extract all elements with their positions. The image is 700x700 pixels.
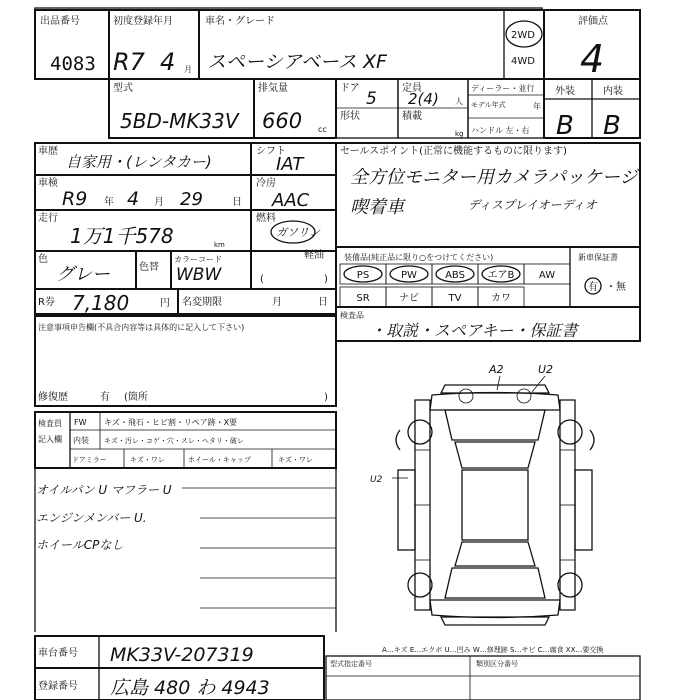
- fuel-value: ガソリン: [276, 226, 320, 239]
- equipment-item: カワ: [491, 293, 511, 304]
- recycle-unit: 円: [160, 298, 170, 309]
- svg-text:(: (: [260, 274, 264, 285]
- chassis-value: MK33V-207319: [110, 644, 254, 666]
- inspection-label: 車検: [38, 178, 58, 189]
- sales-line2a: 喫着車: [350, 197, 404, 218]
- grid-row2-a: 内装: [73, 436, 89, 445]
- category-label: 類別区分番号: [476, 660, 518, 668]
- usage-value: 自家用・(レンタカー): [66, 153, 212, 171]
- equipment-item: ABS: [445, 270, 465, 281]
- interior-grade: B: [603, 111, 621, 141]
- grid-row3-c: ホイール・キャップ: [188, 456, 251, 464]
- score: 4: [580, 37, 605, 81]
- year-suffix: 年: [533, 102, 541, 111]
- inspector-label-2: 記入欄: [38, 435, 62, 444]
- legend-block: [326, 645, 640, 700]
- lot-number: 4083: [50, 53, 96, 75]
- warranty-yes: 有: [588, 282, 598, 293]
- warranty-label: 新車保証書: [578, 253, 618, 262]
- wheel-front-left: [408, 420, 432, 444]
- sales-label: セールスポイント(正常に機能するものに限ります): [340, 146, 567, 157]
- right-mirror: [590, 430, 594, 450]
- equipment-item: SR: [356, 293, 370, 304]
- wheel-front-right: [558, 420, 582, 444]
- handwritten-note-2: エンジンメンバー U.: [36, 511, 147, 525]
- doors-label: ドア: [340, 83, 360, 94]
- type-value: 5BD-MK33V: [120, 109, 239, 133]
- hood: [445, 410, 545, 440]
- damage-mark-front-left: A2: [489, 363, 504, 376]
- notes-label: 注意事項申告欄(不具合内容等は具体的に記入して下さい): [38, 323, 245, 332]
- rear-bumper: [441, 617, 549, 625]
- equipment-item: TV: [448, 293, 462, 304]
- repair-label: 修復歴: [38, 392, 68, 403]
- recycle-label: R券: [38, 297, 55, 308]
- mileage-unit: km: [214, 241, 225, 249]
- sales-line1: 全方位モニター用カメラパッケージ: [350, 167, 638, 188]
- inspector-notes-label: 検査品: [340, 311, 364, 320]
- reg-model-label: 型式指定番号: [330, 660, 372, 668]
- left-door-outer: [398, 470, 415, 550]
- ac-label: 冷房: [256, 178, 276, 189]
- model-label: 車名・グレード: [205, 16, 275, 27]
- doors-value: 5: [366, 89, 377, 109]
- name-change-label: 名変期限: [182, 297, 222, 308]
- wheel-rear-left: [408, 573, 432, 597]
- model-name: スペーシアベース XF: [207, 51, 387, 73]
- color-value: グレー: [56, 264, 110, 285]
- car-diagram: [370, 363, 594, 625]
- legend-text: A…キズ E…エクボ U…凹み W…修理跡 S…サビ C…腐食 XX…要交換: [382, 646, 604, 654]
- inspector-label-1: 検査員: [38, 419, 62, 428]
- name-change-day: 日: [318, 297, 328, 308]
- interior-label: 内装: [603, 86, 623, 97]
- svg-text:): ): [324, 392, 328, 403]
- rear-glass: [455, 542, 535, 566]
- month-suffix: 月: [184, 65, 192, 74]
- inspection-year-unit: 年: [104, 197, 114, 208]
- handwritten-note-3: ホイールCPなし: [36, 538, 124, 552]
- equipment-item: AW: [538, 270, 556, 281]
- grid-row3-a: ドアミラー: [72, 456, 107, 464]
- bottom-block: [35, 636, 324, 700]
- damage-mark-front-right: U2: [538, 363, 554, 376]
- left-mirror: [396, 430, 400, 450]
- windshield: [455, 442, 535, 468]
- model-year-label: モデル年式: [471, 101, 506, 109]
- right-door-outer: [575, 470, 592, 550]
- handle-label: ハンドル 左・右: [471, 126, 530, 135]
- warranty-no: 無: [616, 282, 626, 293]
- roof: [462, 470, 528, 540]
- svg-text:): ): [324, 274, 328, 285]
- equipment-grid: [340, 264, 570, 307]
- displacement-label: 排気量: [258, 83, 288, 94]
- recycle-value: 7,180: [72, 291, 130, 315]
- exterior-label: 外装: [555, 86, 575, 97]
- inspection-era: R9: [62, 188, 88, 210]
- shift-label: シフト: [256, 146, 286, 157]
- dealer-label: ディーラー・並行: [471, 84, 535, 93]
- first-reg-era-year: R7: [113, 48, 145, 76]
- rear-panel: [430, 600, 560, 618]
- equipment-item: ナビ: [399, 293, 419, 304]
- color-label: 色: [38, 254, 48, 265]
- grid-row3-d: キズ・ワレ: [278, 456, 313, 464]
- type-label: 型式: [113, 83, 133, 94]
- notes-block: [35, 316, 336, 406]
- inspector-grid: [35, 412, 336, 468]
- spec-row: [109, 79, 640, 141]
- capacity-value: 2(4): [408, 90, 439, 108]
- ac-value: AAC: [272, 190, 310, 211]
- left-info: [35, 143, 336, 315]
- fuel-label: 燃料: [256, 213, 276, 224]
- sales-line2b: ディスプレイオーディオ: [468, 198, 597, 212]
- grid-row1-b: キズ・飛石・ヒビ割・リペア跡・X要: [104, 418, 238, 427]
- equipment-item: PS: [356, 270, 370, 281]
- damage-mark-side: U2: [370, 475, 383, 485]
- inspection-month: 4: [127, 188, 140, 210]
- drive-2wd: 2WD: [511, 30, 535, 41]
- grid-row2-b: キズ・汚レ・コゲ・穴・スレ・ヘタリ・破レ: [104, 437, 244, 445]
- front-bumper: [441, 385, 549, 393]
- chassis-label: 車台番号: [38, 648, 78, 659]
- grid-row3-b: キズ・ワレ: [130, 456, 165, 464]
- displacement-value: 660: [262, 109, 303, 133]
- inspector-notes-value: ・取説・スペアキー・保証書: [370, 321, 578, 340]
- equipment-item: エアB: [487, 270, 515, 281]
- plate-label: 登録番号: [38, 681, 78, 692]
- mileage-value: 1万1千578: [70, 224, 174, 248]
- load-label: 積載: [402, 111, 422, 122]
- first-reg-month: 4: [160, 48, 176, 76]
- inspection-day: 29: [180, 189, 203, 210]
- equipment-item: PW: [401, 270, 417, 281]
- grid-row1-a: FW: [74, 418, 87, 427]
- shape-label: 形状: [340, 111, 360, 122]
- color-code-value: WBW: [176, 265, 222, 285]
- diesel-label: 軽油: [304, 250, 324, 261]
- kg-unit: kg: [455, 130, 464, 138]
- inspection-day-unit: 日: [232, 197, 242, 208]
- repair-value: 有: [100, 392, 110, 403]
- inspection-month-unit: 月: [154, 197, 164, 208]
- handwritten-note-1: オイルパン U マフラー U: [36, 483, 172, 497]
- shift-value: IAT: [276, 154, 304, 175]
- front-nose: [430, 393, 560, 411]
- back-door: [445, 568, 545, 598]
- repair-place: (箇所: [124, 392, 148, 403]
- equipment-label: 装備品(純正品に限り○をつけてください): [344, 253, 494, 262]
- first-reg-label: 初度登録年月: [113, 16, 173, 27]
- lot-label: 出品番号: [40, 16, 80, 27]
- sales-block: [336, 143, 640, 341]
- plate-value: 広島 480 わ 4943: [110, 677, 270, 699]
- handwritten-area: [35, 468, 336, 632]
- usage-label: 車歴: [38, 146, 58, 157]
- capacity-unit: 人: [455, 97, 463, 106]
- name-change-month: 月: [272, 297, 282, 308]
- score-label: 評価点: [578, 16, 608, 27]
- displacement-unit: cc: [318, 125, 327, 134]
- color-change-label: 色替: [139, 262, 159, 273]
- drive-4wd: 4WD: [511, 56, 535, 67]
- svg-text:・: ・: [606, 282, 616, 293]
- exterior-grade: B: [556, 111, 574, 141]
- capacity-label: 定員: [402, 83, 422, 94]
- color-code-label: カラーコード: [174, 255, 222, 264]
- mileage-label: 走行: [38, 213, 58, 224]
- wheel-rear-right: [558, 573, 582, 597]
- header-row: [35, 10, 640, 81]
